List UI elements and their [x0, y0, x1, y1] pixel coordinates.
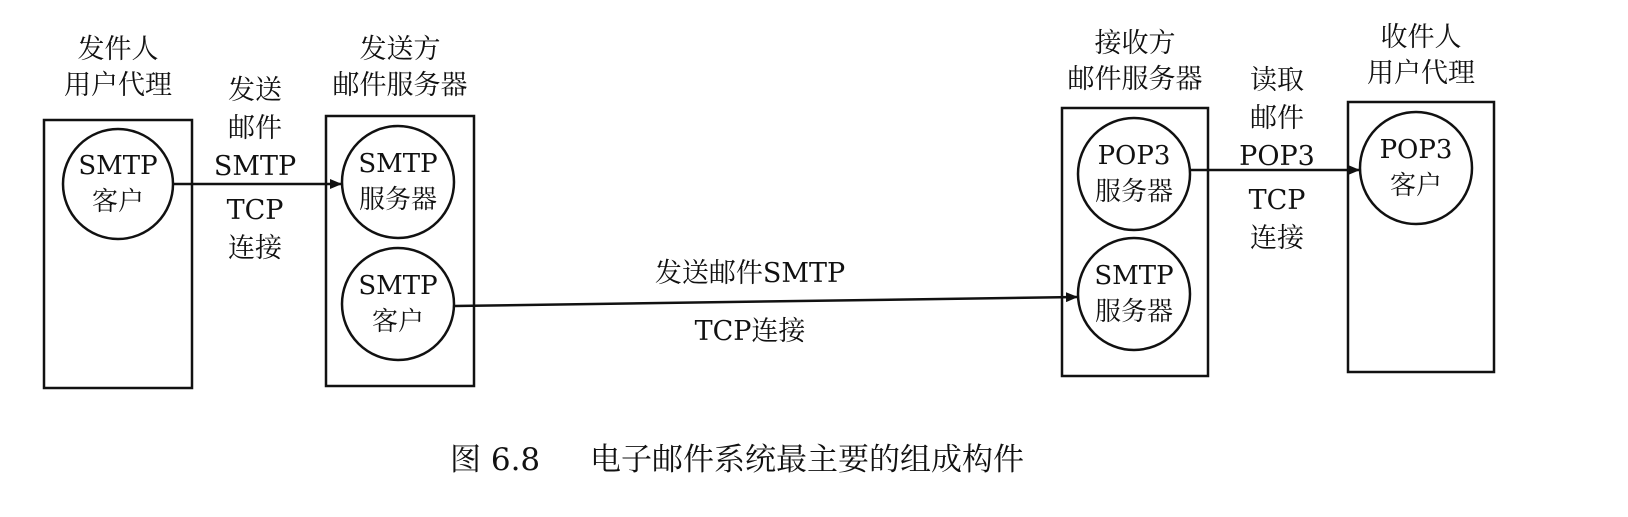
- link-server-to-server-top: 发送邮件SMTP: [654, 258, 846, 289]
- figure-caption-text: 电子邮件系统最主要的组成构件: [590, 442, 1025, 478]
- receiving-smtp-server-line1: SMTP: [1094, 261, 1174, 291]
- receiving-smtp-server-label: [1079, 258, 1189, 330]
- receiving-server-title: [1040, 26, 1230, 98]
- receiving-pop3-server-line2: 服务器: [1094, 177, 1173, 207]
- arrow-server-to-server: [454, 297, 1077, 306]
- receiver-pop3-client-line1: POP3: [1379, 135, 1453, 165]
- sending-smtp-server-line2: 服务器: [358, 185, 437, 215]
- sender-smtp-client-line2: 客户: [91, 187, 144, 217]
- sender-smtp-client-line1: SMTP: [78, 151, 158, 181]
- link1-line3: SMTP: [213, 151, 297, 182]
- receiving-smtp-server-line2: 服务器: [1094, 297, 1173, 327]
- receiver-ua-title: [1340, 20, 1502, 92]
- sender-ua-title-line2: 用户代理: [64, 70, 172, 101]
- link3-line4: TCP: [1248, 185, 1306, 216]
- sender-smtp-client-label: [63, 148, 173, 220]
- link3-line5: 连接: [1250, 223, 1304, 254]
- link3-line3: POP3: [1239, 141, 1315, 172]
- receiving-server-title-line1: 接收方: [1094, 28, 1176, 59]
- link1-line5: 连接: [228, 233, 282, 264]
- figure-caption: [450, 440, 1150, 480]
- receiver-ua-title-line2: 用户代理: [1367, 58, 1475, 89]
- receiver-ua-title-line1: 收件人: [1380, 22, 1462, 53]
- link1-line2: 邮件: [228, 113, 282, 144]
- receiver-pop3-client-label: [1361, 132, 1471, 204]
- link-server-to-server-bottom: TCP连接: [694, 316, 806, 347]
- link3-line2: 邮件: [1250, 103, 1304, 134]
- sending-server-title-line1: 发送方: [359, 34, 441, 65]
- link1-line1: 发送: [228, 75, 282, 106]
- sending-smtp-client-label: [343, 268, 453, 340]
- receiver-pop3-client-line2: 客户: [1389, 171, 1442, 201]
- receiving-server-title-line2: 邮件服务器: [1067, 64, 1203, 95]
- receiving-pop3-server-line1: POP3: [1097, 141, 1171, 171]
- link-ua-to-server-label: [200, 72, 310, 268]
- link3-line1: 读取: [1250, 65, 1304, 96]
- sending-smtp-server-label: [343, 146, 453, 218]
- sending-server-title: [305, 32, 495, 104]
- sending-smtp-server-line1: SMTP: [358, 149, 438, 179]
- sending-server-title-line2: 邮件服务器: [332, 70, 468, 101]
- sending-smtp-client-line2: 客户: [371, 307, 424, 337]
- sender-ua-title-line1: 发件人: [77, 34, 159, 65]
- sending-smtp-client-line1: SMTP: [358, 271, 438, 301]
- link-server-to-ua-label: [1222, 62, 1332, 258]
- link1-line4: TCP: [226, 195, 284, 226]
- sender-ua-title: [38, 32, 198, 104]
- receiving-pop3-server-label: [1079, 138, 1189, 210]
- figure-number: 图 6.8: [450, 442, 541, 478]
